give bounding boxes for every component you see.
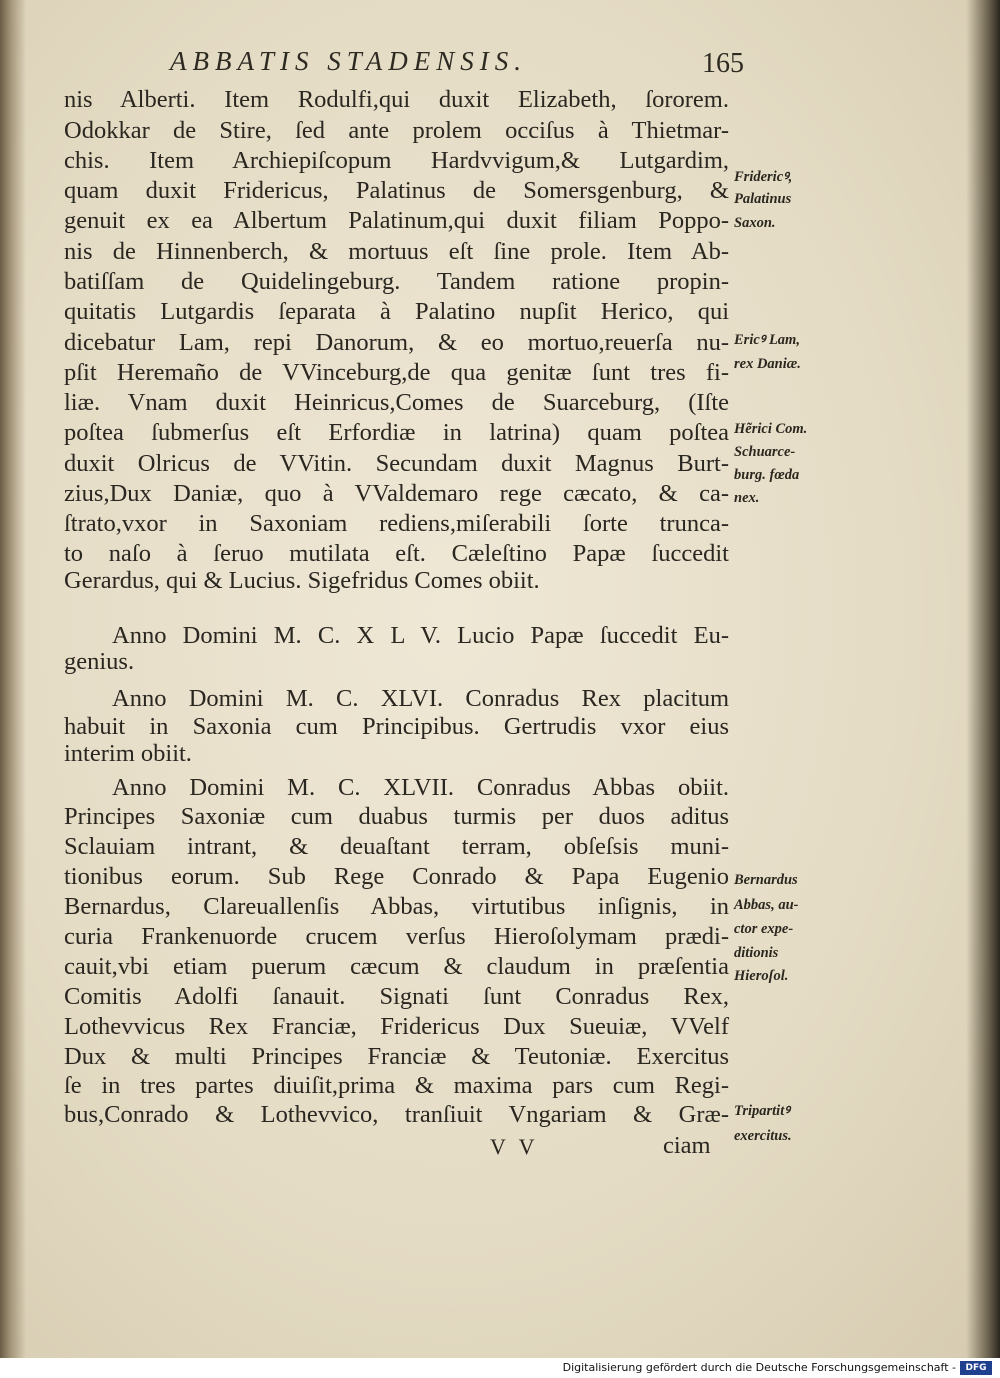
text-line: ſtrato,vxor in Saxoniam rediens,miſerabili ſorte trunca- [64,510,729,537]
text-line: cauit,vbi etiam puerum cæcum & claudum in præſentia [64,953,729,980]
text-line: Bernardus, Clareuallenſis Abbas, virtutibus inſignis, in [64,893,729,920]
margin-note: Palatinus [734,191,792,207]
text-line: zius,Dux Daniæ, quo à VValdemaro rege cæcato, & ca- [64,480,729,507]
margin-note: Ericꝰ Lam, [734,332,800,348]
margin-note: rex Daniæ. [734,356,801,372]
margin-note: Hẽrici Com. [734,421,808,437]
text-line: Anno Domini M. C. X L V. Lucio Papæ ſuccedit Eu- [112,622,729,649]
text-line: quitatis Lutgardis ſeparata à Palatino nupſit Herico, qui [64,298,729,325]
text-line: habuit in Saxonia cum Principibus. Gertrudis vxor eius [64,713,729,740]
text-line: genius. [64,648,135,675]
text-line: pſit Heremaño de VVinceburg,de qua genitæ ſunt tres fi- [64,359,729,386]
text-line: Odokkar de Stire, ſed ante prolem occiſus à Thietmar- [64,117,729,144]
text-line: chis. Item Archiepiſcopum Hardvvigum,& Lutgardim, [64,147,729,174]
margin-note: Saxon. [734,215,776,231]
text-line: Anno Domini M. C. XLVII. Conradus Abbas obiit. [112,774,729,801]
text-line: interim obiit. [64,740,192,767]
page-edge-shadow [966,0,1000,1358]
text-line: Gerardus, qui & Lucius. Sigefridus Comes obiit. [64,567,540,594]
text-line: Sclauiam intrant, & deuaſtant terram, obſeſsis muni- [64,833,729,860]
running-title: ABBATIS STADENSIS. [170,46,527,76]
page-gutter-shadow [0,0,26,1358]
signature-mark: V V [490,1134,539,1159]
text-line: nis Alberti. Item Rodulfi,qui duxit Elizabeth, ſororem. [64,86,729,113]
text-line: bus,Conrado & Lothevvico, tranſiuit Vngariam & Græ- [64,1101,729,1128]
text-line: Comitis Adolfi ſanauit. Signati ſunt Conradus Rex, [64,983,729,1010]
text-line: dicebatur Lam, repi Danorum, & eo mortuo,reuerſa nu- [64,329,729,356]
text-line: ſe in tres partes diuiſit,prima & maxima pars cum Regi- [64,1072,729,1099]
text-line: batiſſam de Quidelingeburg. Tandem ratione propin- [64,268,729,295]
margin-note: Bernardus [734,872,798,888]
text-line: genuit ex ea Albertum Palatinum,qui duxit filiam Poppo- [64,207,729,234]
text-line: curia Frankenuorde crucem verſus Hieroſolymam prædi- [64,923,729,950]
margin-note: ctor expe- [734,921,794,937]
funding-credit: Digitalisierung gefördert durch die Deutsche Forschungsgemeinschaft - [562,1361,956,1374]
page-number: 165 [702,48,744,79]
margin-note: Schuarce- [734,444,796,460]
margin-note: Abbas, au- [734,897,799,913]
margin-note: Hieroſol. [734,968,789,984]
margin-note: exercitus. [734,1128,792,1144]
text-line: tionibus eorum. Sub Rege Conrado & Papa Eugenio [64,863,729,890]
text-line: duxit Olricus de VVitin. Secundam duxit Magnus Burt- [64,450,729,477]
text-line: Lothevvicus Rex Franciæ, Fridericus Dux Sueuiæ, VVelf [64,1013,729,1040]
dfg-logo: DFG [960,1361,992,1375]
text-line: to naſo à ſeruo mutilata eſt. Cæleſtino Papæ ſuccedit [64,540,729,567]
text-line: nis de Hinnenberch, & mortuus eſt ſine prole. Item Ab- [64,238,729,265]
margin-note: burg. fœda [734,467,800,483]
text-line: Dux & multi Principes Franciæ & Teutoniæ. Exercitus [64,1043,729,1070]
text-line: poſtea ſubmerſus eſt Erfordiæ in latrina) quam poſtea [64,419,729,446]
text-line: liæ. Vnam duxit Heinricus,Comes de Suarceburg, (Iſte [64,389,729,416]
margin-note: Tripartitꝰ [734,1103,790,1119]
text-line: quam duxit Fridericus, Palatinus de Somersgenburg, & [64,177,729,204]
catchword: ciam [663,1132,711,1159]
margin-note: ditionis [734,945,779,961]
text-line: Anno Domini M. C. XLVI. Conradus Rex placitum [112,685,729,712]
margin-note: Fridericꝰ, [734,169,793,185]
text-line: Principes Saxoniæ cum duabus turmis per duos aditus [64,803,729,830]
margin-note: nex. [734,490,760,506]
